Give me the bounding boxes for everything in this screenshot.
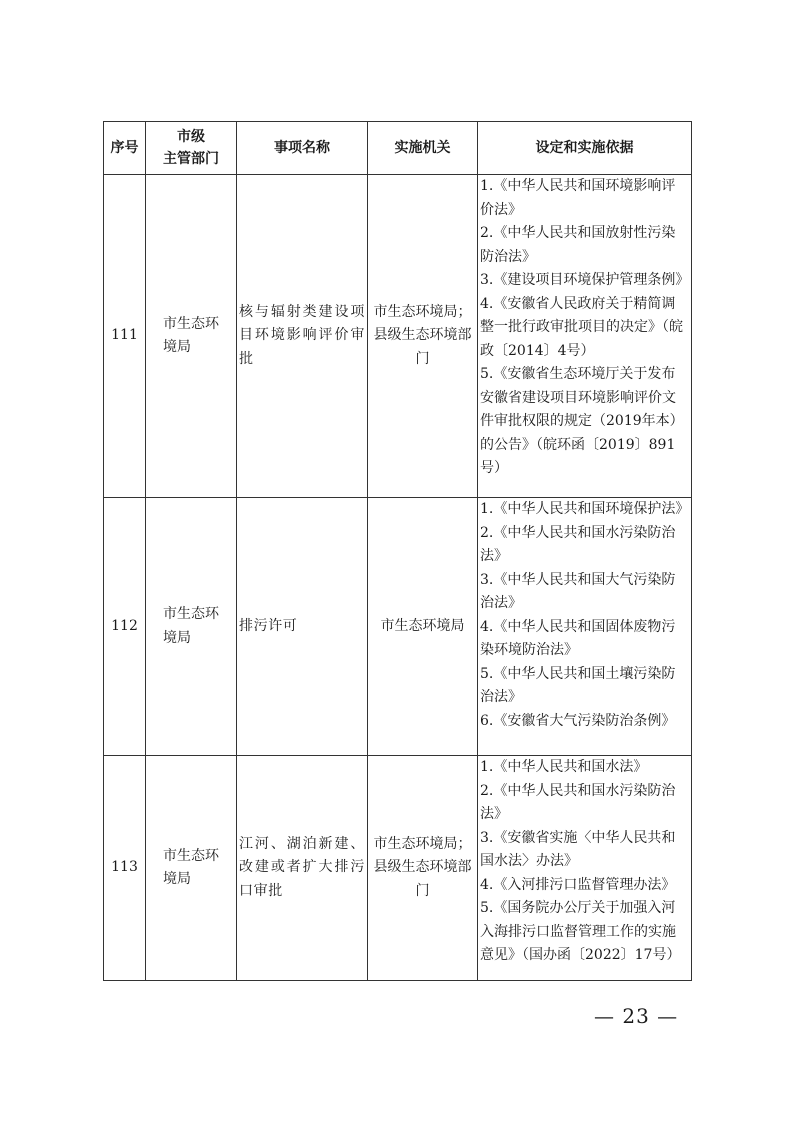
basis-item: 3.《安徽省实施〈中华人民共和国水法〉办法》 [480, 829, 676, 869]
header-basis: 设定和实施依据 [478, 122, 692, 175]
row-dept-text: 市生态环境局 [163, 847, 219, 887]
row-agency: 市生态环境局 [368, 498, 478, 756]
basis-item: 2.《中华人民共和国水污染防治法》 [480, 782, 676, 822]
basis-item: 4.《中华人民共和国固体废物污染环境防治法》 [480, 618, 676, 658]
table-row [104, 175, 692, 498]
basis-item: 3.《建设项目环境保护管理条例》 [480, 272, 690, 288]
header-dept-line1: 市级 [177, 129, 205, 145]
table-row [104, 756, 692, 981]
row-dept [146, 175, 237, 498]
table-row [104, 498, 692, 756]
basis-item: 5.《国务院办公厅关于加强入河入海排污口监督管理工作的实施意见》（国办函〔2022〕17号） [480, 900, 681, 963]
row-seq: 113 [104, 756, 146, 981]
basis-item: 4.《入河排污口监督管理办法》 [480, 876, 676, 893]
row-basis [478, 756, 692, 981]
row-basis [478, 498, 692, 756]
header-seq: 序号 [104, 122, 146, 175]
row-basis [478, 175, 692, 498]
row-dept-text: 市生态环境局 [163, 315, 219, 355]
basis-item: 1.《中华人民共和国环境保护法》 [480, 501, 690, 517]
basis-item: 6.《安徽省大气污染防治条例》 [480, 712, 676, 729]
header-agency: 实施机关 [368, 122, 478, 175]
approval-items-table [103, 121, 692, 981]
header-dept-line2: 主管部门 [163, 151, 219, 167]
row-dept [146, 756, 237, 981]
row-seq: 111 [104, 175, 146, 498]
basis-item: 5.《安徽省生态环境厅关于发布安徽省建设项目环境影响评价文件审批权限的规定（2019年本）的公告》（皖环函〔2019〕891号） [480, 366, 684, 476]
row-seq: 112 [104, 498, 146, 756]
row-dept-text: 市生态环境局 [163, 606, 219, 646]
row-agency: 市生态环境局；县级生态环境部门 [368, 756, 478, 981]
basis-item: 1.《中华人民共和国环境影响评价法》 [480, 178, 676, 218]
basis-item: 3.《中华人民共和国大气污染防治法》 [480, 571, 676, 611]
page-number: — 23 — [594, 1004, 679, 1028]
basis-item: 4.《安徽省人民政府关于精简调整一批行政审批项目的决定》（皖政〔2014〕4号） [480, 295, 683, 359]
row-item: 核与辐射类建设项目环境影响评价审批 [237, 175, 368, 498]
header-dept [146, 122, 237, 175]
row-dept [146, 498, 237, 756]
header-item: 事项名称 [237, 122, 368, 175]
row-item: 江河、湖泊新建、改建或者扩大排污口审批 [237, 756, 368, 981]
table-header-row [104, 122, 692, 175]
approval-items-table-container [103, 121, 691, 981]
basis-item: 2.《中华人民共和国放射性污染防治法》 [480, 225, 676, 265]
row-agency: 市生态环境局；县级生态环境部门 [368, 175, 478, 498]
basis-item: 5.《中华人民共和国土壤污染防治法》 [480, 665, 676, 705]
basis-item: 1.《中华人民共和国水法》 [480, 759, 648, 775]
basis-item: 2.《中华人民共和国水污染防治法》 [480, 524, 676, 564]
row-item: 排污许可 [237, 498, 368, 756]
